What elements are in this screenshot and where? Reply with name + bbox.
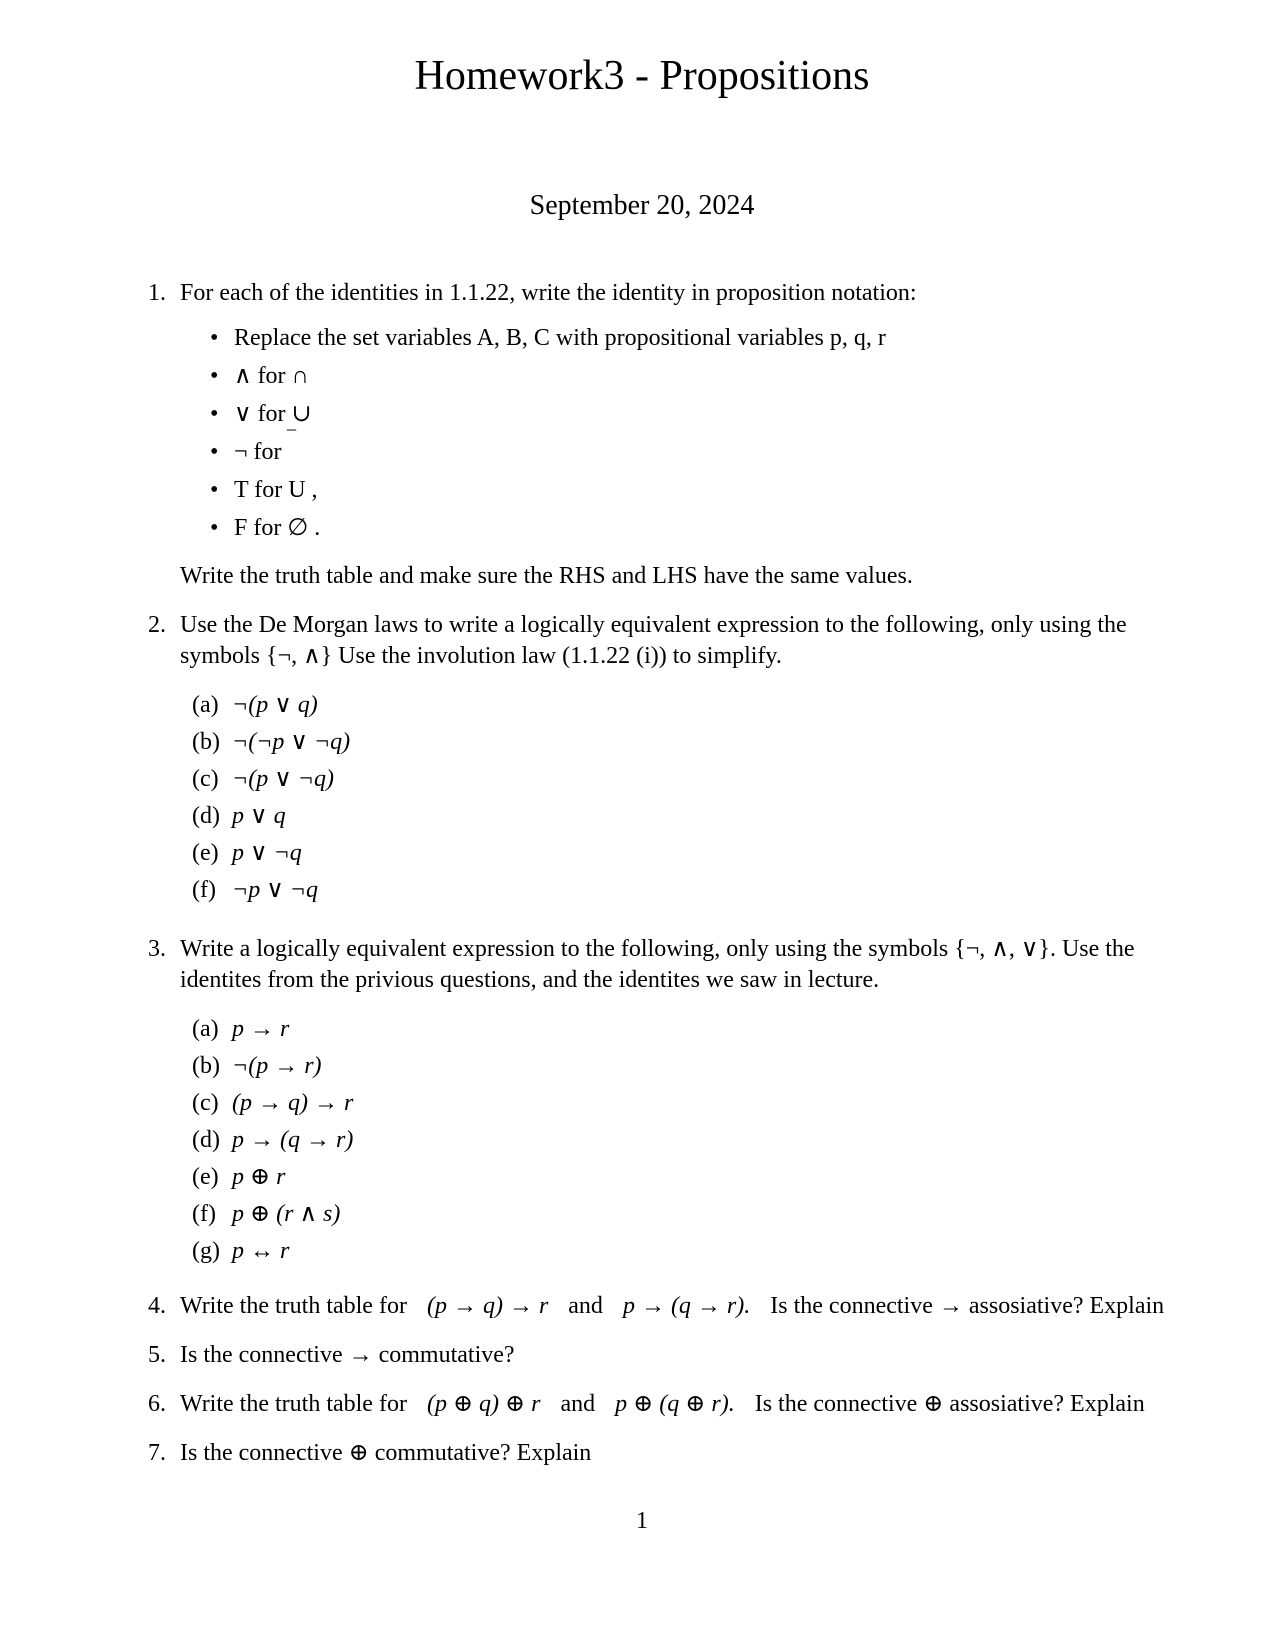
- sub-question-label: (c): [192, 766, 219, 792]
- sub-question-label: (g): [192, 1238, 220, 1264]
- sub-question-label: (d): [192, 1127, 220, 1153]
- sub-question: [192, 1014, 1168, 1051]
- question-text: Write a logically equivalent expression to the following, only using the symbols {¬, ∧, ∨}. Use the identites from the privious questions, and the identites we saw in lecture.: [180, 936, 1135, 993]
- document-date: September 20, 2024: [529, 190, 755, 221]
- question-4: [148, 1291, 1168, 1322]
- sub-question-label: (e): [192, 840, 219, 866]
- bullet-item: [210, 475, 1168, 513]
- sub-question-expression: ¬p ∨ ¬q: [232, 877, 318, 903]
- question-number: 4.: [148, 1293, 166, 1319]
- bullet-icon: •: [210, 363, 219, 389]
- bullet-item: [210, 399, 1168, 437]
- bullet-text: ∧ for ∩: [234, 363, 309, 389]
- page-number: 1: [636, 1508, 648, 1534]
- conjunction-text: and: [560, 1391, 596, 1417]
- sub-question-expression: p ∨ ¬q: [232, 840, 302, 866]
- bullet-icon: •: [210, 401, 219, 427]
- sub-question: [192, 1162, 1168, 1199]
- sub-question-label: (a): [192, 692, 219, 718]
- overbar-symbol: ‾: [287, 429, 296, 455]
- expression-1: (p ⊕ q) ⊕ r: [426, 1391, 541, 1417]
- document-title: Homework3 - Propositions: [414, 53, 870, 99]
- sub-question: [192, 838, 1168, 875]
- question-list: [148, 278, 1168, 1469]
- sub-question: [192, 1125, 1168, 1162]
- bullet-icon: •: [210, 515, 219, 541]
- bullet-item: [210, 361, 1168, 399]
- question-number: 3.: [148, 936, 166, 962]
- conjunction-text: and: [568, 1293, 603, 1319]
- bullet-item: [210, 429, 1168, 475]
- bullet-text: T for U ,: [234, 477, 318, 503]
- sub-question: [192, 727, 1168, 764]
- question-2: [148, 610, 1168, 912]
- question-7: [148, 1438, 1168, 1469]
- question-number: 2.: [148, 612, 166, 638]
- sub-question-label: (c): [192, 1090, 219, 1116]
- bullet-icon: •: [210, 477, 219, 503]
- sub-question: [192, 801, 1168, 838]
- question-1: [148, 278, 1168, 592]
- question-5: [148, 1340, 1168, 1371]
- bullet-list: [180, 323, 1168, 551]
- question-text-pre: Write the truth table for: [180, 1293, 407, 1319]
- question-number: 6.: [148, 1391, 166, 1417]
- sub-question-expression: ¬(p ∨ ¬q): [232, 766, 334, 792]
- sub-question: [192, 1199, 1168, 1236]
- bullet-item: [210, 513, 1168, 551]
- question-text-post: Is the connective → assosiative? Explain: [770, 1293, 1165, 1319]
- question-text: [180, 1291, 1168, 1322]
- question-text: Is the connective → commutative?: [180, 1342, 515, 1368]
- question-text-pre: Write the truth table for: [180, 1391, 407, 1417]
- sub-question-expression: ¬(¬p ∨ ¬q): [232, 729, 351, 755]
- question-6: [148, 1389, 1168, 1420]
- bullet-text: Replace the set variables A, B, C with propositional variables p, q, r: [234, 325, 886, 351]
- bullet-text: ¬ for: [234, 439, 282, 465]
- question-text: For each of the identities in 1.1.22, write the identity in proposition notation:: [180, 280, 917, 306]
- question-number: 7.: [148, 1440, 166, 1466]
- bullet-text: F for ∅ .: [234, 515, 321, 541]
- sub-question-list: [180, 1014, 1168, 1273]
- sub-question-label: (b): [192, 729, 220, 755]
- sub-question-expression: p → (q → r): [232, 1127, 354, 1153]
- sub-question: [192, 1051, 1168, 1088]
- sub-question: [192, 690, 1168, 727]
- question-text: Is the connective ⊕ commutative? Explain: [180, 1440, 592, 1466]
- bullet-text: ∨ for ∪: [234, 401, 312, 427]
- sub-question-expression: ¬(p ∨ q): [232, 692, 318, 718]
- question-3: [148, 934, 1168, 1273]
- sub-question-expression: (p → q) → r: [232, 1090, 354, 1116]
- sub-question-label: (a): [192, 1016, 219, 1042]
- expression-2: p → (q → r).: [622, 1293, 751, 1319]
- question-number: 5.: [148, 1342, 166, 1368]
- sub-question-expression: p ↔ r: [232, 1238, 290, 1264]
- bullet-item: [210, 323, 1168, 361]
- expression-2: p ⊕ (q ⊕ r).: [615, 1391, 735, 1417]
- sub-question-label: (f): [192, 877, 216, 903]
- expression-1: (p → q) → r: [426, 1293, 549, 1319]
- sub-question-label: (b): [192, 1053, 220, 1079]
- question-text: [180, 1389, 1168, 1420]
- sub-question-expression: p → r: [232, 1016, 290, 1042]
- sub-question-label: (d): [192, 803, 220, 829]
- sub-question-expression: p ⊕ (r ∧ s): [232, 1201, 341, 1227]
- sub-question-expression: p ∨ q: [232, 803, 286, 829]
- sub-question: [192, 1088, 1168, 1125]
- question-text-post: Is the connective ⊕ assosiative? Explain: [754, 1391, 1145, 1417]
- question-number: 1.: [148, 280, 166, 306]
- question-followup: Write the truth table and make sure the RHS and LHS have the same values.: [180, 563, 913, 589]
- sub-question-label: (e): [192, 1164, 219, 1190]
- sub-question: [192, 764, 1168, 801]
- sub-question: [192, 1236, 1168, 1273]
- sub-question-expression: ¬(p → r): [232, 1053, 322, 1079]
- question-text: Use the De Morgan laws to write a logically equivalent expression to the following, only using the symbols {¬, ∧} Use the involution law (1.1.22 (i)) to simplify.: [180, 612, 1127, 669]
- sub-question-list: [180, 690, 1168, 912]
- sub-question: [192, 875, 1168, 912]
- sub-question-label: (f): [192, 1201, 216, 1227]
- bullet-icon: •: [210, 325, 219, 351]
- sub-question-expression: p ⊕ r: [232, 1164, 286, 1190]
- bullet-icon: •: [210, 439, 219, 465]
